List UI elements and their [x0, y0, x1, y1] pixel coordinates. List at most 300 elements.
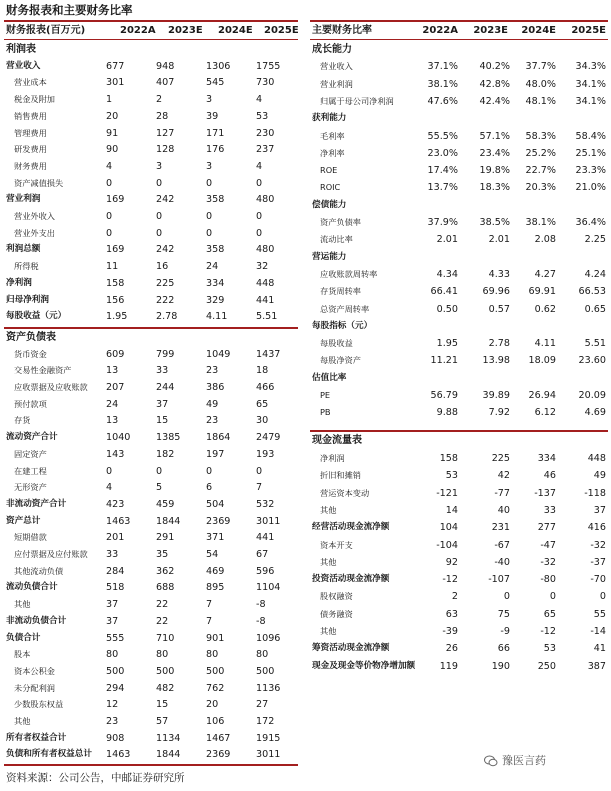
cell-value: 459	[156, 498, 175, 510]
row-label: 交易性金融资产	[14, 365, 72, 376]
table-row	[4, 125, 298, 142]
row-label: 固定资产	[14, 448, 47, 459]
cell-value: 730	[256, 77, 275, 89]
cell-value: -80	[540, 574, 556, 586]
cell-value: 63	[445, 608, 458, 620]
cell-value: 47.6%	[427, 95, 458, 107]
cell-value: 65	[543, 608, 556, 620]
table-rule	[310, 39, 608, 40]
cell-value: 4	[106, 482, 113, 494]
cell-value: 0	[106, 211, 113, 222]
cell-value: 1467	[206, 732, 231, 744]
cell-value: 1.95	[106, 311, 128, 323]
cell-value: 104	[439, 522, 458, 534]
table-row	[310, 58, 608, 75]
table-row	[4, 746, 298, 763]
row-label: 少数股东权益	[14, 699, 64, 710]
row-label: 营业成本	[14, 77, 47, 88]
cell-value: 2369	[206, 515, 231, 527]
row-label: 偿债能力	[312, 199, 347, 210]
table-row	[310, 502, 608, 519]
cell-value: 56.79	[430, 390, 458, 401]
cell-value: -14	[590, 626, 606, 637]
table-row	[4, 646, 298, 663]
cell-value: -107	[488, 574, 510, 586]
cell-value: -12	[442, 574, 458, 586]
cell-value: 2369	[206, 749, 231, 761]
table-row	[310, 318, 608, 335]
cell-value: 207	[106, 382, 125, 393]
cell-value: 2023E	[168, 25, 203, 36]
table-rule	[4, 20, 298, 22]
cell-value: 242	[156, 244, 175, 256]
cell-value: -118	[584, 487, 606, 499]
cell-value: 500	[156, 665, 175, 677]
cell-value: 22	[156, 599, 169, 611]
cell-value: 3011	[256, 749, 281, 761]
cell-value: 54	[206, 549, 219, 560]
table-row	[4, 275, 298, 292]
cell-value: 1104	[256, 582, 281, 594]
table-row	[4, 446, 298, 463]
cell-value: 80	[156, 649, 169, 661]
cell-value: 242	[156, 194, 175, 206]
cell-value: 387	[587, 660, 606, 672]
row-label: 总资产周转率	[320, 303, 370, 314]
cell-value: 0	[206, 227, 213, 239]
table-row	[310, 301, 608, 318]
cell-value: 5.51	[584, 338, 606, 350]
cell-value: 80	[106, 649, 119, 661]
cell-value: 23	[206, 365, 219, 377]
row-label: 营业利润	[320, 78, 353, 89]
cell-value: 13.7%	[427, 182, 458, 194]
cell-value: 2025E	[571, 25, 606, 36]
cell-value: 4	[106, 160, 113, 172]
cell-value: 171	[206, 127, 225, 139]
cell-value: -70	[590, 574, 606, 586]
row-label: 在建工程	[14, 465, 47, 476]
row-label: PB	[320, 407, 331, 418]
row-label: 营业外支出	[14, 227, 55, 238]
cell-value: 4.24	[584, 268, 606, 280]
table-row	[310, 450, 608, 467]
cell-value: 596	[256, 565, 275, 577]
cell-value: 358	[206, 194, 225, 206]
cell-value: 222	[156, 294, 175, 306]
cell-value: 0.65	[584, 303, 606, 315]
cell-value: 23.3%	[575, 165, 606, 177]
row-label: 财务费用	[14, 160, 47, 171]
table-row	[4, 563, 298, 580]
row-label: 净利润	[6, 277, 32, 288]
cell-value: -8	[256, 615, 266, 627]
cell-value: 37.1%	[427, 61, 458, 73]
cell-value: 38.1%	[427, 78, 458, 90]
table-row	[310, 537, 608, 554]
cell-value: 33	[543, 504, 556, 516]
cell-value: 24	[206, 261, 219, 273]
cell-value: 2.78	[488, 338, 510, 350]
table-row	[4, 730, 298, 747]
cell-value: 49	[206, 398, 219, 410]
cell-value: 190	[491, 660, 510, 672]
cell-value: 0	[206, 211, 213, 222]
cell-value: 2	[156, 94, 163, 106]
cell-value: -121	[436, 487, 458, 499]
table-row	[4, 479, 298, 496]
cell-value: 0	[256, 177, 263, 189]
row-label: ROIC	[320, 182, 341, 193]
cell-value: 34.1%	[575, 95, 606, 107]
cell-value: 500	[206, 665, 225, 677]
table-row	[310, 197, 608, 214]
cell-value: 39.89	[482, 390, 510, 401]
table-rule	[4, 764, 298, 766]
cell-value: 609	[106, 348, 125, 360]
cell-value: 7.92	[488, 407, 510, 419]
cell-value: 371	[206, 532, 225, 544]
cell-value: 225	[156, 277, 175, 289]
table-row	[4, 91, 298, 108]
cell-value: 15	[156, 699, 169, 711]
cell-value: 2.08	[534, 234, 556, 246]
cell-value: 799	[156, 348, 175, 360]
cell-value: 448	[587, 453, 606, 464]
cell-value: 386	[206, 382, 225, 393]
table-row	[4, 579, 298, 596]
cell-value: 193	[256, 448, 275, 460]
cell-value: 500	[106, 665, 125, 677]
table-row	[4, 379, 298, 396]
page-title: 财务报表和主要财务比率	[6, 3, 133, 17]
row-label: 资产减值损失	[14, 177, 64, 188]
cell-value: 25.1%	[575, 147, 606, 159]
cell-value: 2022A	[120, 25, 156, 36]
table-rule	[310, 20, 608, 22]
cell-value: -8	[256, 599, 266, 611]
table-row	[310, 283, 608, 300]
row-label: 营运资本变动	[320, 487, 370, 498]
table-rule	[4, 39, 298, 40]
cell-value: 284	[106, 565, 125, 577]
cell-value: 4.11	[534, 338, 556, 350]
cell-value: 2025E	[264, 25, 299, 36]
row-label: 销售费用	[14, 110, 47, 121]
row-label: 资产负债率	[320, 217, 361, 227]
cell-value: 329	[206, 294, 225, 306]
cell-value: 201	[106, 532, 125, 544]
cell-value: 0	[106, 227, 113, 239]
table-row	[310, 214, 608, 231]
cell-value: 441	[256, 532, 275, 544]
cell-value: 22.7%	[525, 165, 556, 177]
cell-value: 38.5%	[479, 217, 510, 228]
cell-value: 39	[206, 110, 219, 122]
cell-value: 1463	[106, 749, 131, 761]
cell-value: 182	[156, 448, 175, 460]
row-label: 短期借款	[14, 532, 47, 543]
cell-value: 5.51	[256, 311, 278, 323]
table-row	[310, 467, 608, 484]
cell-value: 57.1%	[479, 130, 510, 142]
cell-value: 231	[491, 522, 510, 534]
cell-value: 106	[206, 716, 225, 727]
cell-value: 176	[206, 144, 225, 156]
row-label: 存货	[14, 415, 31, 426]
cell-value: 48.1%	[525, 95, 556, 107]
table-row	[310, 588, 608, 605]
cell-value: 17.4%	[427, 165, 458, 177]
cell-value: 480	[256, 194, 275, 206]
row-label: 负债和所有者权益总计	[6, 749, 92, 760]
row-label: 归属于母公司净利润	[320, 95, 394, 106]
cell-value: 15	[156, 415, 169, 427]
cell-value: 1463	[106, 515, 131, 527]
cell-value: 1844	[156, 749, 181, 761]
cell-value: 416	[587, 522, 606, 534]
table-row	[4, 108, 298, 125]
cell-value: 2024E	[218, 25, 253, 36]
cell-value: 37.9%	[427, 217, 458, 228]
cell-value: -39	[442, 626, 458, 637]
table-row	[4, 74, 298, 91]
cell-value: 69.91	[528, 286, 556, 298]
cell-value: 1134	[156, 732, 181, 744]
row-label: 筹资活动现金流净额	[312, 643, 390, 654]
cell-value: 158	[106, 277, 125, 289]
row-label: 每股收益	[320, 338, 353, 349]
cell-value: 6	[206, 482, 213, 494]
table-row	[4, 663, 298, 680]
cell-value: 0.50	[436, 303, 458, 315]
table-row	[310, 110, 608, 127]
cell-value: 27	[256, 699, 269, 711]
cell-value: 127	[156, 127, 175, 139]
cell-value: 32	[256, 261, 269, 273]
cell-value: 3	[206, 160, 213, 172]
table-row	[310, 658, 608, 675]
cell-value: 80	[256, 649, 269, 661]
table-row	[4, 713, 298, 730]
cell-value: 1096	[256, 632, 281, 644]
table-row	[4, 396, 298, 413]
cell-value: 448	[256, 277, 275, 289]
table-row	[310, 266, 608, 283]
cell-value: 6.12	[534, 407, 556, 419]
table-row	[4, 412, 298, 429]
cell-value: 67	[256, 549, 269, 560]
cell-value: 0	[156, 177, 163, 189]
cell-value: 172	[256, 716, 275, 727]
cell-value: 294	[106, 682, 125, 694]
cell-value: 1864	[206, 432, 231, 444]
table-row	[4, 225, 298, 242]
table-row	[4, 41, 298, 58]
row-label: 税金及附加	[14, 94, 55, 105]
cell-value: 948	[156, 60, 175, 72]
cell-value: 66	[497, 643, 510, 655]
table-row	[310, 249, 608, 266]
table-row	[310, 519, 608, 536]
cell-value: 3	[206, 94, 213, 106]
row-label: 其他	[320, 626, 337, 636]
table-row	[310, 485, 608, 502]
cell-value: 469	[206, 565, 225, 577]
cell-value: 466	[256, 382, 275, 393]
row-label: 主要财务比率	[312, 25, 372, 36]
cell-value: 20.09	[578, 390, 606, 401]
table-row	[4, 308, 298, 325]
cell-value: 7	[206, 599, 213, 611]
table-row	[310, 231, 608, 248]
cell-value: 1844	[156, 515, 181, 527]
row-label: 营运能力	[312, 251, 347, 262]
cell-value: 19.8%	[479, 165, 510, 177]
cell-value: 688	[156, 582, 175, 594]
cell-value: 4.27	[534, 268, 556, 280]
table-row	[4, 429, 298, 446]
cell-value: 58.3%	[525, 130, 556, 142]
cell-value: 2023E	[473, 25, 508, 36]
row-label: 非流动资产合计	[6, 498, 67, 509]
cell-value: 20.3%	[525, 182, 556, 194]
cell-value: 244	[156, 382, 175, 393]
cash-flow-table	[310, 430, 608, 670]
cell-value: 143	[106, 448, 125, 460]
table-row	[310, 76, 608, 93]
cell-value: 482	[156, 682, 175, 694]
cell-value: 40.2%	[479, 61, 510, 73]
row-label: 非流动负债合计	[6, 615, 67, 626]
row-label: 每股指标（元）	[312, 320, 373, 331]
row-label: 应付票据及应付账款	[14, 549, 88, 559]
cell-value: 908	[106, 732, 125, 744]
cell-value: 26	[445, 643, 458, 655]
cell-value: 0	[256, 227, 263, 239]
cell-value: 42.4%	[479, 95, 510, 107]
row-label: 资本开支	[320, 539, 353, 550]
row-label: 毛利率	[320, 130, 345, 141]
cell-value: 0	[106, 177, 113, 189]
row-label: 所有者权益合计	[6, 732, 67, 743]
row-label: 财务报表(百万元)	[6, 25, 86, 36]
table-row	[310, 41, 608, 58]
cell-value: 9.88	[436, 407, 458, 419]
table-row	[310, 606, 608, 623]
cell-value: 2479	[256, 432, 281, 444]
row-label: 未分配利润	[14, 682, 55, 693]
cell-value: 46	[543, 470, 556, 482]
wechat-icon	[484, 752, 498, 764]
table-row	[4, 141, 298, 158]
cell-value: 65	[256, 398, 269, 410]
cell-value: 1.95	[436, 338, 458, 350]
cell-value: 128	[156, 144, 175, 156]
cell-value: 42.8%	[479, 78, 510, 90]
row-label: 资本公积金	[14, 665, 55, 676]
row-label: 每股净资产	[320, 355, 361, 366]
cell-value: 18.09	[528, 355, 556, 367]
cell-value: -32	[590, 539, 606, 551]
cell-value: 480	[256, 244, 275, 256]
table-row	[310, 352, 608, 369]
cell-value: 504	[206, 498, 225, 510]
table-row	[4, 630, 298, 647]
row-label: 负债合计	[6, 632, 41, 643]
cell-value: 33	[156, 365, 169, 377]
row-label: 其他流动负债	[14, 565, 64, 576]
cell-value: 4	[256, 160, 263, 172]
cell-value: 1755	[256, 60, 281, 72]
cell-value: -67	[494, 539, 510, 551]
cell-value: 2.01	[488, 234, 510, 246]
row-label: 营业收入	[6, 60, 41, 71]
cell-value: 119	[439, 660, 458, 672]
cell-value: 49	[593, 470, 606, 482]
row-label: 归母净利润	[6, 294, 49, 305]
cell-value: -137	[534, 487, 556, 499]
table-row	[310, 179, 608, 196]
table-row	[310, 623, 608, 640]
cell-value: 42	[497, 470, 510, 482]
cell-value: 500	[256, 665, 275, 677]
cell-value: 1915	[256, 732, 281, 744]
cell-value: 4	[256, 94, 263, 106]
row-label: ROE	[320, 165, 338, 176]
cell-value: 277	[537, 522, 556, 534]
cell-value: 91	[106, 127, 119, 139]
row-label: 营业收入	[320, 61, 353, 72]
cell-value: 677	[106, 60, 125, 72]
cell-value: 518	[106, 582, 125, 594]
row-label: 股本	[14, 649, 31, 660]
cell-value: 18.3%	[479, 182, 510, 194]
cell-value: 36.4%	[575, 217, 606, 228]
row-label: 货币资金	[14, 348, 47, 359]
cell-value: 0	[256, 211, 263, 222]
table-row	[4, 596, 298, 613]
row-label: 资产总计	[6, 515, 41, 526]
table-row	[310, 370, 608, 387]
table-row	[310, 640, 608, 657]
row-label: 净利润	[320, 453, 345, 463]
cell-value: 2.78	[156, 311, 178, 323]
cell-value: 0	[156, 465, 163, 477]
table-row	[4, 546, 298, 563]
row-label: 成长能力	[312, 44, 352, 55]
cell-value: 358	[206, 244, 225, 256]
cell-value: 69.96	[482, 286, 510, 298]
cell-value: 28	[156, 110, 169, 122]
cell-value: 158	[439, 453, 458, 464]
row-label: 净利率	[320, 147, 345, 158]
table-row	[310, 554, 608, 571]
cell-value: 57	[156, 716, 169, 727]
cell-value: 13.98	[482, 355, 510, 367]
row-label: 流动负债合计	[6, 582, 58, 593]
row-label: 估值比率	[312, 372, 347, 383]
cell-value: 30	[256, 415, 269, 427]
table-row	[4, 496, 298, 513]
cell-value: 23.4%	[479, 147, 510, 159]
cell-value: 55	[593, 608, 606, 620]
cell-value: 545	[206, 77, 225, 89]
row-label: 应收票据及应收账款	[14, 382, 88, 392]
cell-value: 169	[106, 194, 125, 206]
cell-value: 37	[593, 504, 606, 516]
cell-value: 11	[106, 261, 119, 273]
